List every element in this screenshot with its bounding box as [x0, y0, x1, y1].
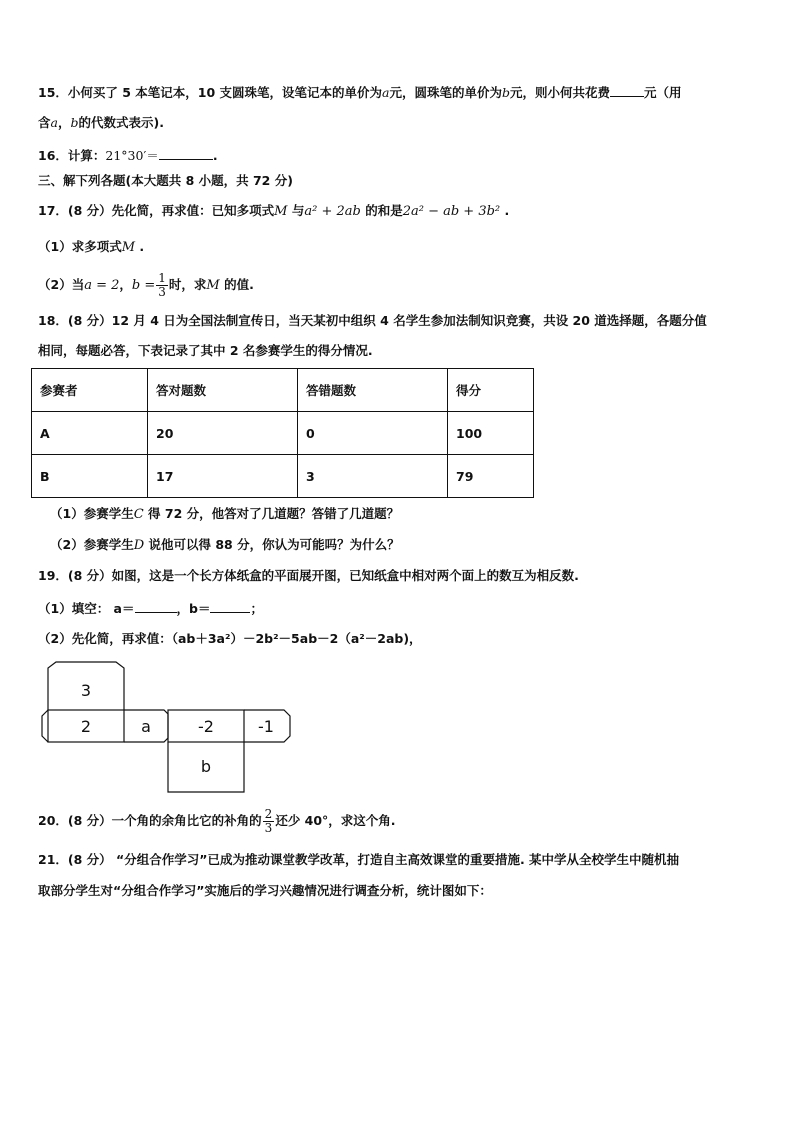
table-row [32, 412, 534, 455]
q18-sub2: （2）参赛学生D 说他可以得 88 分，你认为可能吗？为什么？ [50, 537, 400, 553]
box-net-diagram [38, 660, 298, 795]
section-heading: 三、解下列各题(本大题共 8 小题，共 72 分) [38, 173, 293, 188]
table-cell: 20 [148, 412, 298, 455]
q20-line: 20．(8 分）一个角的余角比它的补角的 $\frac{2}{3}$ 还少 40°，求这个角. [38, 807, 396, 835]
q16-line: 16．计算：21°30′＝ . [38, 148, 218, 163]
fraction-two-thirds: $\frac{2}{3}$ [264, 807, 273, 835]
table-header-row [32, 369, 534, 412]
q17-sub1: （1）求多项式M . [38, 239, 145, 255]
table-cell: 79 [448, 455, 534, 498]
q21-line1: 21．(8 分） “分组合作学习”已成为推动课堂教学改革，打造自主高效课堂的重要措施. 某中学从全校学生中随机抽 [38, 852, 680, 867]
var-a: a [382, 85, 390, 100]
var-b: b [502, 85, 511, 100]
answer-blank[interactable] [159, 147, 213, 160]
answer-blank-b[interactable] [210, 600, 250, 613]
q18-sub1: （1）参赛学生C 得 72 分，他答对了几道题？答错了几道题？ [50, 506, 400, 522]
table-cell: A [32, 412, 148, 455]
score-table [31, 368, 534, 498]
q19-sub1: （1）填空： a＝ ，b＝ ； [38, 601, 263, 616]
q15-line2: 含a，b的代数式表示). [38, 115, 164, 130]
table-cell: 0 [298, 412, 448, 455]
q21-line2: 取部分学生对“分组合作学习”实施后的学习兴趣情况进行调查分析，统计图如下： [38, 883, 492, 898]
q19-line1: 19．(8 分）如图，这是一个长方体纸盒的平面展开图，已知纸盒中相对两个面上的数互为相反数. [38, 568, 579, 583]
net-label: -1 [258, 717, 274, 736]
net-label: 3 [80, 681, 92, 700]
net-label: -2 [198, 717, 214, 736]
table-cell: B [32, 455, 148, 498]
q15-line1: 15．小何买了 5 本笔记本，10 支圆珠笔，设笔记本的单价为a元，圆珠笔的单价为b元，则小何共花费 元（用 [38, 85, 682, 100]
fraction-one-third: $\frac{1}{3}$ [158, 271, 166, 299]
table-cell: 3 [298, 455, 448, 498]
q18-line1: 18．(8 分）12 月 4 日为全国法制宣传日，当天某初中组织 4 名学生参加法制知识竞赛，共设 20 道选择题，各题分值 [38, 313, 707, 328]
answer-blank[interactable] [610, 84, 644, 97]
q18-line2: 相同，每题必答，下表记录了其中 2 名参赛学生的得分情况. [38, 343, 373, 358]
net-label: 2 [80, 717, 92, 736]
answer-blank-a[interactable] [135, 600, 177, 613]
table-cell: 100 [448, 412, 534, 455]
table-row [32, 455, 534, 498]
q17-sub2: （2）当a = 2，b = $\frac{1}{3}$ 时，求M 的值. [38, 271, 254, 299]
table-header: 答对题数 [148, 369, 298, 412]
table-header: 参赛者 [32, 369, 148, 412]
table-header: 得分 [448, 369, 534, 412]
q17-line1: 17．(8 分）先化简，再求值：已知多项式M 与a² + 2ab 的和是2a² − ab + 3b² . [38, 203, 510, 219]
net-label: b [200, 757, 212, 776]
table-header: 答错题数 [298, 369, 448, 412]
net-label: a [141, 717, 151, 736]
q19-sub2: （2）先化简，再求值：（ab＋3a²）－2b²－5ab－2（a²－2ab)， [38, 631, 422, 646]
table-cell: 17 [148, 455, 298, 498]
